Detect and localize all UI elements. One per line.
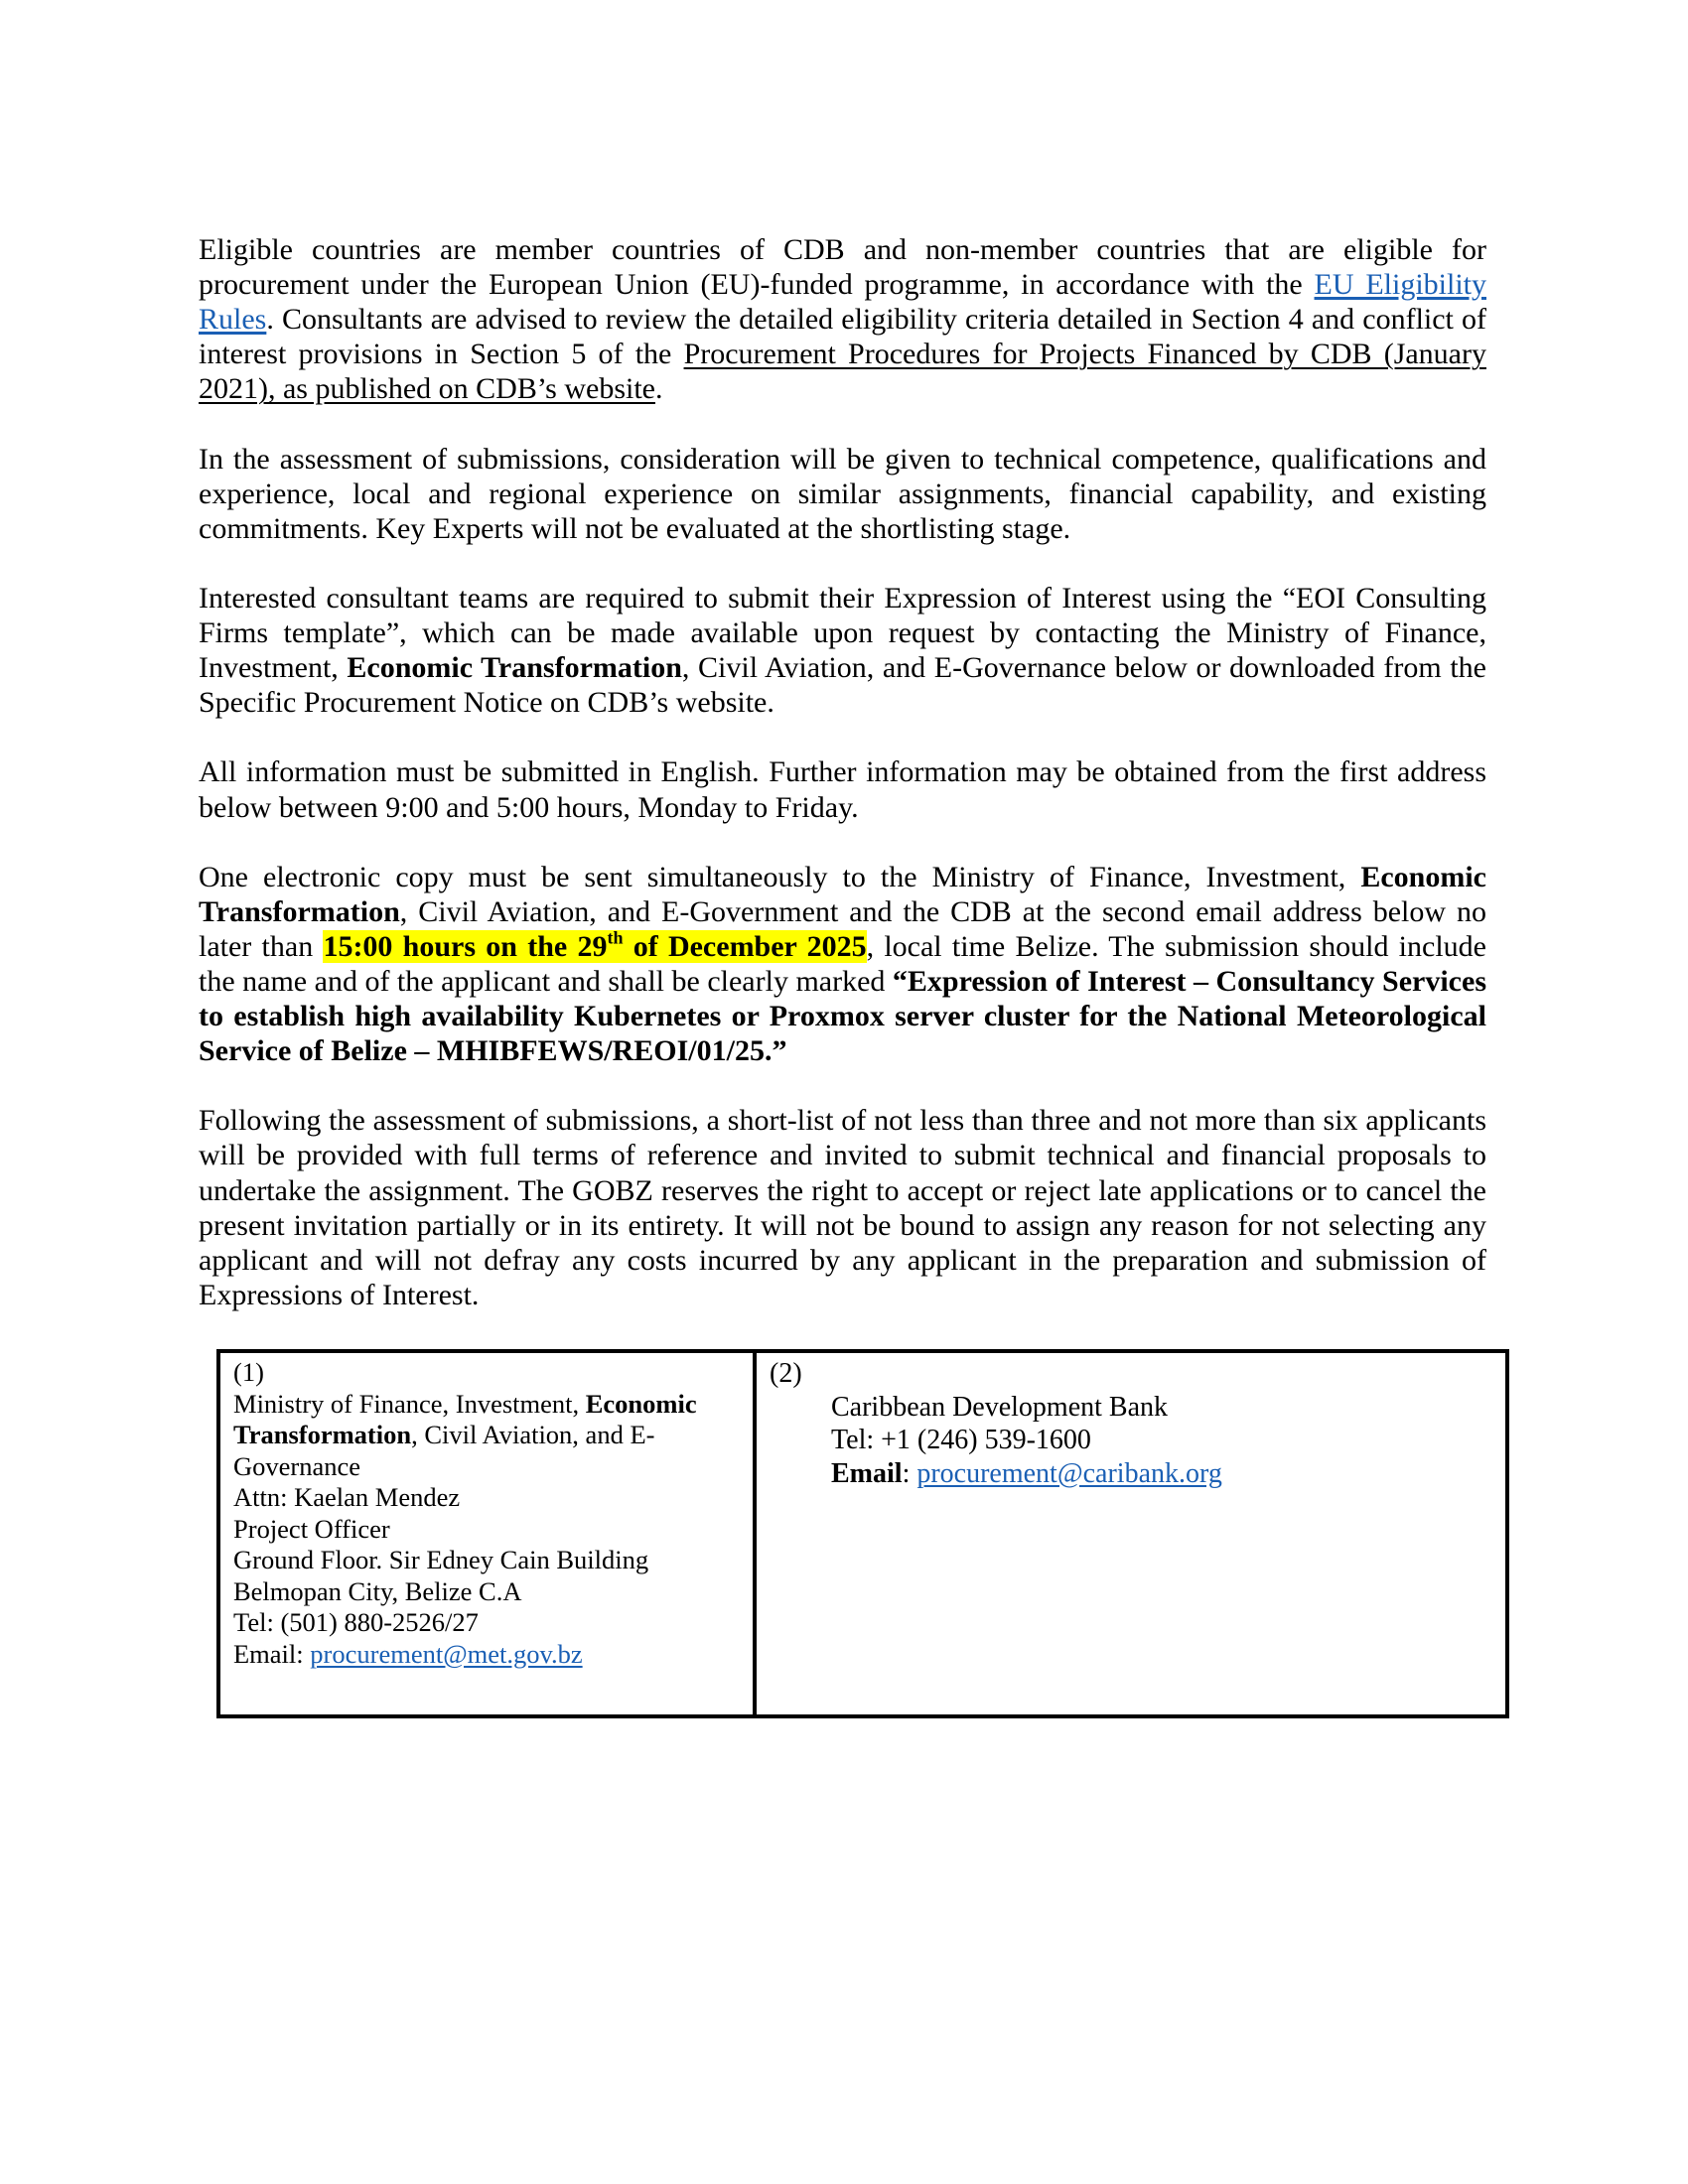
contact-cell-ministry	[220, 1353, 757, 1714]
ministry-name-line-1: Ministry of Finance, Investment, Economic	[233, 1388, 697, 1419]
eligibility-paragraph: Eligible countries are member countries of CDB and non-member countries that are eligible for procurement under the European Union (EU)-funded programme, in accordance with the EU Eligibility Rules. Consultants are advised to review the detailed eligibility criteria detailed in Section 4 and conflict of interest provisions in Section 5 of the Procurement Procedures for Projects Financed by CDB (January 2021), as published on CDB’s website.	[199, 233, 1486, 406]
contact-attention: Attn: Kaelan Mendez	[233, 1482, 461, 1512]
submission-marking: “Expression of Interest – Consultancy Services to establish high availability Kubernetes or Proxmox server cluster for the National Meteorological Service of Belize – MHIBFEWS/REOI/01/25.”	[199, 964, 1486, 1068]
contact-cell-cdb	[757, 1353, 1505, 1714]
language-paragraph: All information must be submitted in English. Further information may be obtained from the first address below between 9:00 and 5:00 hours, Monday to Friday.	[199, 755, 1486, 824]
bank-phone: Tel: +1 (246) 539-1600	[831, 1425, 1091, 1455]
contact-table	[216, 1349, 1509, 1718]
ministry-email-link[interactable]: procurement@met.gov.bz	[310, 1638, 583, 1669]
contact-email-line: Email: procurement@met.gov.bz	[233, 1638, 583, 1669]
contact-title: Project Officer	[233, 1513, 390, 1544]
contact-number: (2)	[770, 1358, 802, 1389]
eu-eligibility-rules-link[interactable]: EU Eligibility Rules	[199, 268, 1486, 337]
contact-number: (1)	[233, 1357, 264, 1387]
address-line-1: Ground Floor. Sir Edney Cain Building	[233, 1545, 649, 1574]
procurement-procedures-reference: Procurement Procedures for Projects Financed by CDB (January 2021), as published on CDB’s website	[199, 338, 1486, 406]
cdb-contact-details	[770, 1391, 1505, 1491]
template-paragraph: Interested consultant teams are required to submit their Expression of Interest using the “EOI Consulting Firms template”, which can be made available upon request by contacting the Ministry of Finance, Investment, Economic Transformation, Civil Aviation, and E-Governance below or downloaded from the Specific Procurement Notice on CDB’s website.	[199, 581, 1486, 720]
submission-paragraph: One electronic copy must be sent simultaneously to the Ministry of Finance, Investment, Economic Transformation, Civil Aviation, and E-Government and the CDB at the second email address below no later than 15:00 hours on the 29th of December 2025, local time Belize. The submission should include the name and of the applicant and shall be clearly marked “Expression of Interest – Consultancy Services to establish high availability Kubernetes or Proxmox server cluster for the National Meteorological Service of Belize – MHIBFEWS/REOI/01/25.”	[199, 860, 1486, 1068]
deadline-highlight: 15:00 hours on the 29th of December 2025	[323, 927, 867, 963]
bank-email-line: Email: procurement@caribank.org	[831, 1457, 1222, 1489]
shortlist-paragraph: Following the assessment of submissions, a short-list of not less than three and not more than six applicants will be provided with full terms of reference and invited to submit technical and financial proposals to undertake the assignment. The GOBZ reserves the right to accept or reject late applications or to cancel the present invitation partially or in its entirety. It will not be bound to assign any reason for not selecting any applicant and will not defray any costs incurred by any applicant in the preparation and submission of Expressions of Interest.	[199, 1104, 1486, 1311]
address-line-2: Belmopan City, Belize C.A	[233, 1575, 522, 1606]
ministry-name-line-2: Transformation, Civil Aviation, and E-	[233, 1420, 655, 1449]
cdb-email-link[interactable]: procurement@caribank.org	[916, 1457, 1222, 1489]
ministry-name-line-3: Governance	[233, 1450, 361, 1481]
bank-name: Caribbean Development Bank	[831, 1391, 1169, 1423]
notice-body	[199, 232, 1486, 1312]
contact-phone: Tel: (501) 880-2526/27	[233, 1607, 479, 1637]
assessment-paragraph: In the assessment of submissions, consideration will be given to technical competence, qualifications and experience, local and regional experience on similar assignments, financial capability, and existing commitments. Key Experts will not be evaluated at the shortlisting stage.	[199, 442, 1486, 545]
